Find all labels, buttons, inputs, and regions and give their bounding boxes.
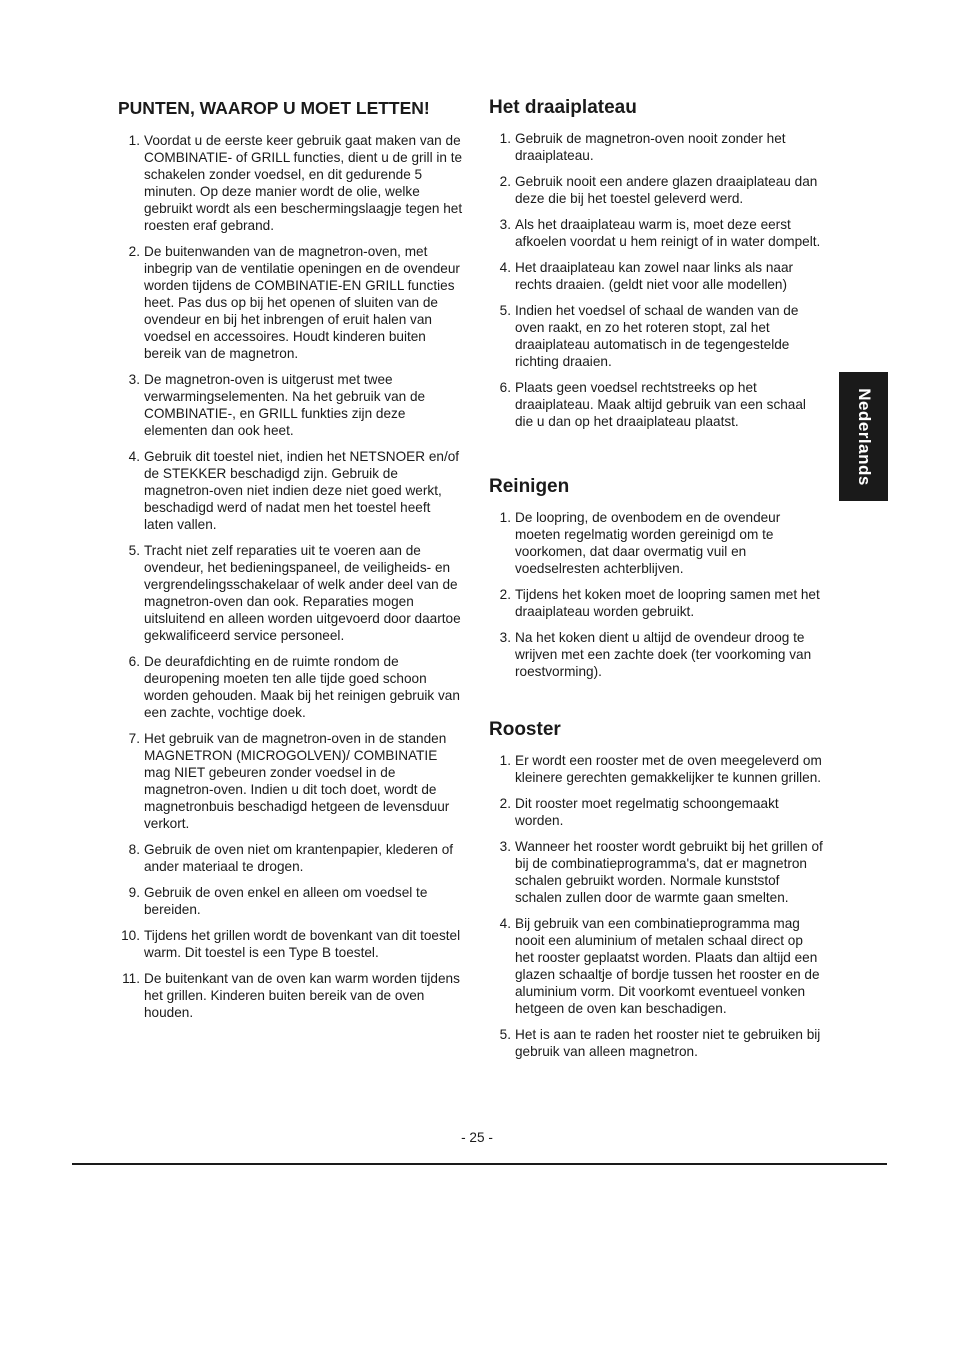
list-item-number: 11.: [122, 971, 140, 986]
section-title-punten: PUNTEN, WAAROP U MOET LETTEN!: [118, 98, 430, 118]
reinigen-list: [489, 509, 824, 680]
list-item-text: Dit rooster moet regelmatig schoongemaakt worden.: [515, 796, 779, 828]
list-item: [489, 838, 824, 906]
list-item: [489, 915, 824, 1017]
list-item: [118, 243, 463, 362]
list-item-number: 6.: [128, 654, 140, 669]
list-item-text: Gebruik dit toestel niet, indien het NETSNOER en/of de STEKKER beschadigd zijn. Gebruik de magnetron-oven niet indien deze niet goed werkt, beschadigd werd of nadat men het toestel heeft laten vallen.: [144, 449, 460, 532]
left-column: [118, 96, 463, 1030]
language-tab-label: Nederlands: [854, 387, 874, 486]
list-item-number: 9.: [128, 885, 140, 900]
list-item-text: Voordat u de eerste keer gebruik gaat maken van de COMBINATIE- of GRILL functies, dient u de grill in te schakelen zonder voedsel, en dit gedurende 5 minuten. Op deze manier wordt de olie, welke gebruikt wordt als een beschermingslaagje tegen het roesten eraf gebrand.: [144, 133, 463, 233]
list-item: [489, 259, 824, 293]
list-item-number: 3.: [499, 630, 511, 645]
list-item: [118, 132, 463, 234]
list-item: [118, 371, 463, 439]
list-item: [489, 795, 824, 829]
list-item: [489, 379, 824, 430]
punten-list: [118, 132, 463, 1021]
list-item-number: 3.: [128, 372, 140, 387]
list-item: [489, 130, 824, 164]
list-item-text: De buitenwanden van de magnetron-oven, met inbegrip van de ventilatie openingen en de ovendeur worden tijdens de COMBINATIE-EN GRILL functies heet. Pas dus op bij het openen of sluiten van de ovendeur en bij het inbrengen of eruit halen van voedsel en accessoires. Houdt kinderen buiten bereik van de magnetron.: [144, 244, 460, 361]
section-title-draaiplateau: Het draaiplateau: [489, 97, 637, 118]
list-item: [489, 302, 824, 370]
list-item-text: Indien het voedsel of schaal de wanden van de oven raakt, en zo het roteren stopt, zal het draaiplateau automatisch in de tegengestelde richting draaien.: [515, 303, 799, 369]
rooster-section: [489, 718, 824, 1069]
language-tab: [839, 372, 888, 501]
list-item-number: 5.: [499, 1027, 511, 1042]
list-item-number: 3.: [499, 839, 511, 854]
list-item-number: 2.: [128, 244, 140, 259]
list-item: [118, 653, 463, 721]
list-item: [489, 173, 824, 207]
list-item-text: Bij gebruik van een combinatieprogramma mag nooit een aluminium of metalen schaal direct op het rooster geplaatst worden. Plaats dan altijd een glazen schaaltje of bordje tussen het rooster en de aluminium vorm. Dit voorkomt eventueel vonken hetgeen de oven kan beschadigen.: [515, 916, 820, 1016]
list-item-text: Tracht niet zelf reparaties uit te voeren aan de ovendeur, het bedieningspaneel, de veiligheids- en vergrendelingsschakelaar of welk ander deel van de magnetron-oven dan ook. Reparaties mogen uitsluitend en alleen worden uitgevoerd door daartoe gekwalificeerd service personeel.: [144, 543, 461, 643]
section-title-rooster: Rooster: [489, 719, 561, 740]
list-item: [118, 448, 463, 533]
list-item: [118, 730, 463, 832]
list-item-text: Gebruik de oven niet om krantenpapier, klederen of ander materiaal te drogen.: [144, 842, 454, 874]
list-item-text: Plaats geen voedsel rechtstreeks op het draaiplateau. Maak altijd gebruik van een schaal die u dan op het draaiplateau plaatst.: [515, 380, 806, 429]
list-item-number: 3.: [499, 217, 511, 232]
list-item-number: 2.: [499, 174, 511, 189]
list-item-number: 5.: [128, 543, 140, 558]
list-item-number: 4.: [128, 449, 140, 464]
list-item: [489, 216, 824, 250]
list-item-number: 7.: [128, 731, 140, 746]
page-number: - 25 -: [461, 1130, 493, 1145]
list-item-text: De buitenkant van de oven kan warm worden tijdens het grillen. Kinderen buiten bereik van de oven houden.: [144, 971, 460, 1020]
list-item-number: 1.: [499, 510, 511, 525]
list-item-text: Wanneer het rooster wordt gebruikt bij het grillen of bij de combinatieprogramma's, dat er magnetron schalen gebruikt worden. Normale kunststof schalen zullen door de warmte gaan smelten.: [515, 839, 823, 905]
list-item-number: 10.: [121, 928, 140, 943]
list-item-number: 2.: [499, 587, 511, 602]
list-item-text: Als het draaiplateau warm is, moet deze eerst afkoelen voordat u hem reinigt of in water dompelt.: [515, 217, 821, 249]
section-title-reinigen: Reinigen: [489, 476, 570, 497]
list-item-number: 5.: [499, 303, 511, 318]
list-item-number: 1.: [499, 131, 511, 146]
list-item-number: 2.: [499, 796, 511, 811]
list-item: [489, 629, 824, 680]
draaiplateau-list: [489, 130, 824, 430]
list-item: [118, 927, 463, 961]
list-item-text: Het gebruik van de magnetron-oven in de standen MAGNETRON (MICROGOLVEN)/ COMBINATIE mag NIET gebeuren zonder voedsel in de magnetron-oven. Indien u dit toch doet, wordt de magnetronbuis beschadigd hetgeen de levensduur verkort.: [144, 731, 450, 831]
list-item-number: 1.: [128, 133, 140, 148]
list-item-text: Het is aan te raden het rooster niet te gebruiken bij gebruik van alleen magnetron.: [515, 1027, 821, 1059]
list-item: [489, 509, 824, 577]
list-item-text: Tijdens het grillen wordt de bovenkant van dit toestel warm. Dit toestel is een Type B toestel.: [144, 928, 461, 960]
list-item-text: De loopring, de ovenbodem en de ovendeur moeten regelmatig worden gereinigd om te voorkomen, dat daar overmatig vuil en voedselresten achterblijven.: [515, 510, 781, 576]
list-item-text: Het draaiplateau kan zowel naar links als naar rechts draaien. (geldt niet voor alle modellen): [515, 260, 794, 292]
list-item-text: Er wordt een rooster met de oven meegeleverd om kleinere gerechten gemakkelijker te kunnen grillen.: [515, 753, 822, 785]
list-item-number: 4.: [499, 916, 511, 931]
list-item: [489, 586, 824, 620]
list-item: [489, 752, 824, 786]
list-item-number: 6.: [499, 380, 511, 395]
list-item-number: 1.: [499, 753, 511, 768]
right-column-draaiplateau: [489, 96, 824, 439]
list-item-number: 8.: [128, 842, 140, 857]
reinigen-section: [489, 475, 824, 689]
list-item-text: De deurafdichting en de ruimte rondom de deuropening moeten ten alle tijde goed schoon worden gehouden. Maak bij het reinigen gebruik van een zachte, vochtige doek.: [144, 654, 460, 720]
list-item-text: Gebruik nooit een andere glazen draaiplateau dan deze die bij het toestel geleverd werd.: [515, 174, 818, 206]
list-item-text: De magnetron-oven is uitgerust met twee verwarmingselementen. Na het gebruik van de COMBINATIE-, en GRILL funkties zijn deze elementen dan ook heet.: [144, 372, 426, 438]
list-item: [118, 884, 463, 918]
list-item-text: Gebruik de magnetron-oven nooit zonder het draaiplateau.: [515, 131, 786, 163]
footer-rule: [72, 1163, 887, 1165]
list-item-text: Tijdens het koken moet de loopring samen met het draaiplateau worden gebruikt.: [515, 587, 820, 619]
list-item-number: 4.: [499, 260, 511, 275]
list-item-text: Na het koken dient u altijd de ovendeur droog te wrijven met een zachte doek (ter voorkoming van roestvorming).: [515, 630, 812, 679]
list-item: [118, 841, 463, 875]
rooster-list: [489, 752, 824, 1060]
list-item: [118, 542, 463, 644]
list-item: [118, 970, 463, 1021]
list-item: [489, 1026, 824, 1060]
list-item-text: Gebruik de oven enkel en alleen om voedsel te bereiden.: [144, 885, 428, 917]
